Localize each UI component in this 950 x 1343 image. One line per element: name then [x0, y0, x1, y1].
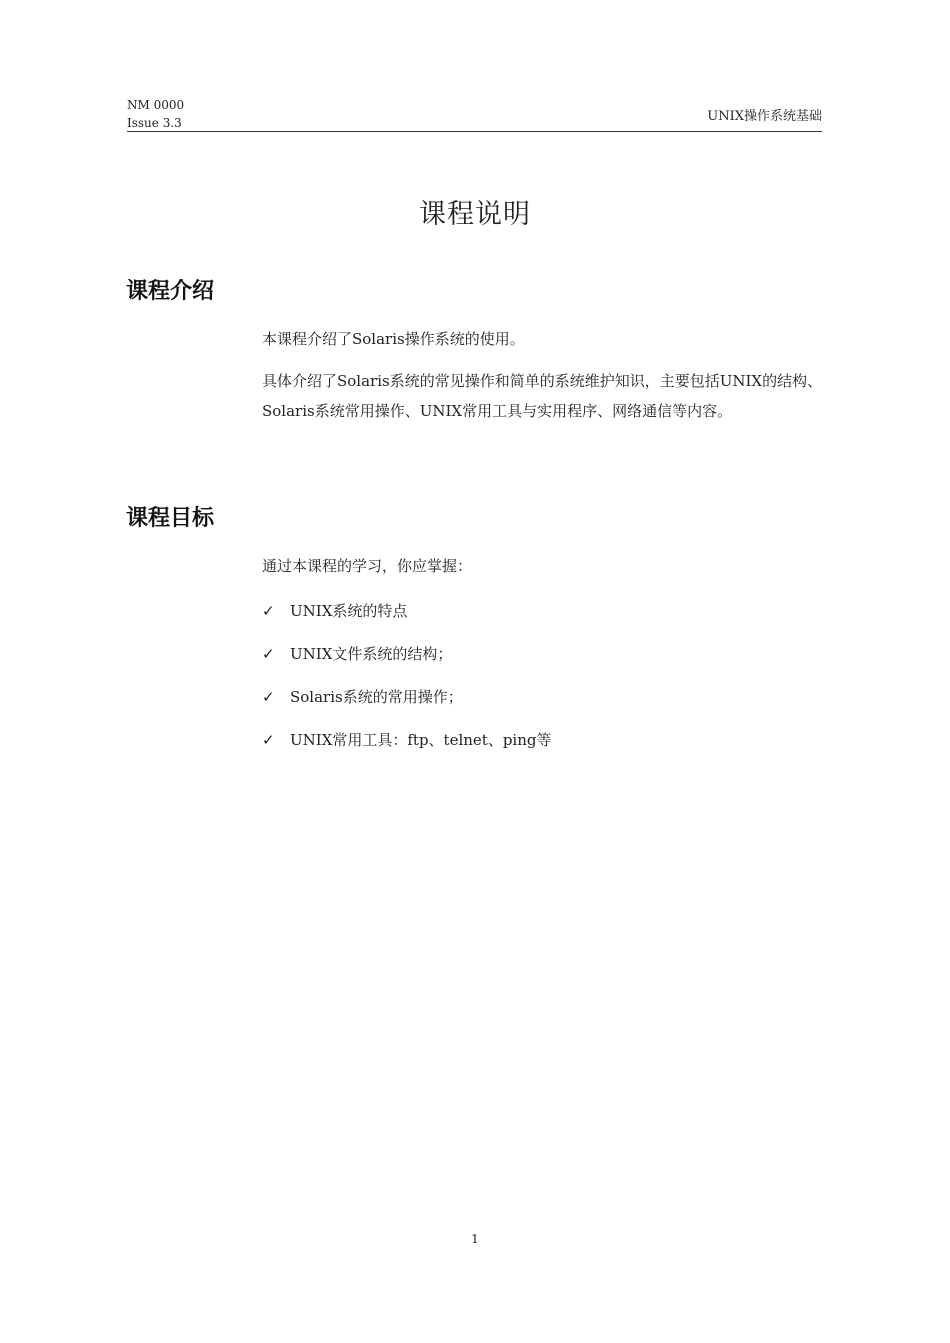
- page-title: 课程说明: [419, 199, 531, 230]
- header-rule: [127, 131, 822, 132]
- page-number: 1: [471, 1232, 479, 1246]
- check-mark-icon: ✓: [262, 644, 275, 663]
- goals-lead: 通过本课程的学习，你应掌握：: [262, 557, 473, 575]
- list-item: [262, 600, 407, 621]
- header-left: [127, 96, 184, 132]
- issue-label: Issue 3.3: [127, 116, 182, 130]
- doc-code: NM 0000: [127, 98, 185, 112]
- check-mark-icon: ✓: [262, 687, 275, 706]
- list-item-text: UNIX系统的特点: [290, 602, 408, 620]
- check-mark-icon: ✓: [262, 601, 275, 620]
- doc-name: UNIX操作系统基础: [707, 109, 822, 124]
- section-heading-intro: 课程介绍: [126, 279, 215, 304]
- list-item: [262, 643, 452, 664]
- intro-paragraph-1: 本课程介绍了Solaris操作系统的使用。: [262, 330, 525, 348]
- list-item: [262, 686, 463, 707]
- list-item-text: Solaris系统的常用操作；: [290, 688, 463, 706]
- list-item-text: UNIX常用工具：ftp、telnet、ping等: [290, 731, 552, 749]
- intro-paragraph-2: 具体介绍了Solaris系统的常见操作和简单的系统维护知识，主要包括UNIX的结构、Solaris系统常用操作、UNIX常用工具与实用程序、网络通信等内容。: [262, 372, 823, 420]
- list-item-text: UNIX文件系统的结构；: [290, 645, 453, 663]
- check-mark-icon: ✓: [262, 730, 275, 749]
- section-heading-goals: 课程目标: [126, 506, 215, 531]
- list-item: [262, 729, 551, 750]
